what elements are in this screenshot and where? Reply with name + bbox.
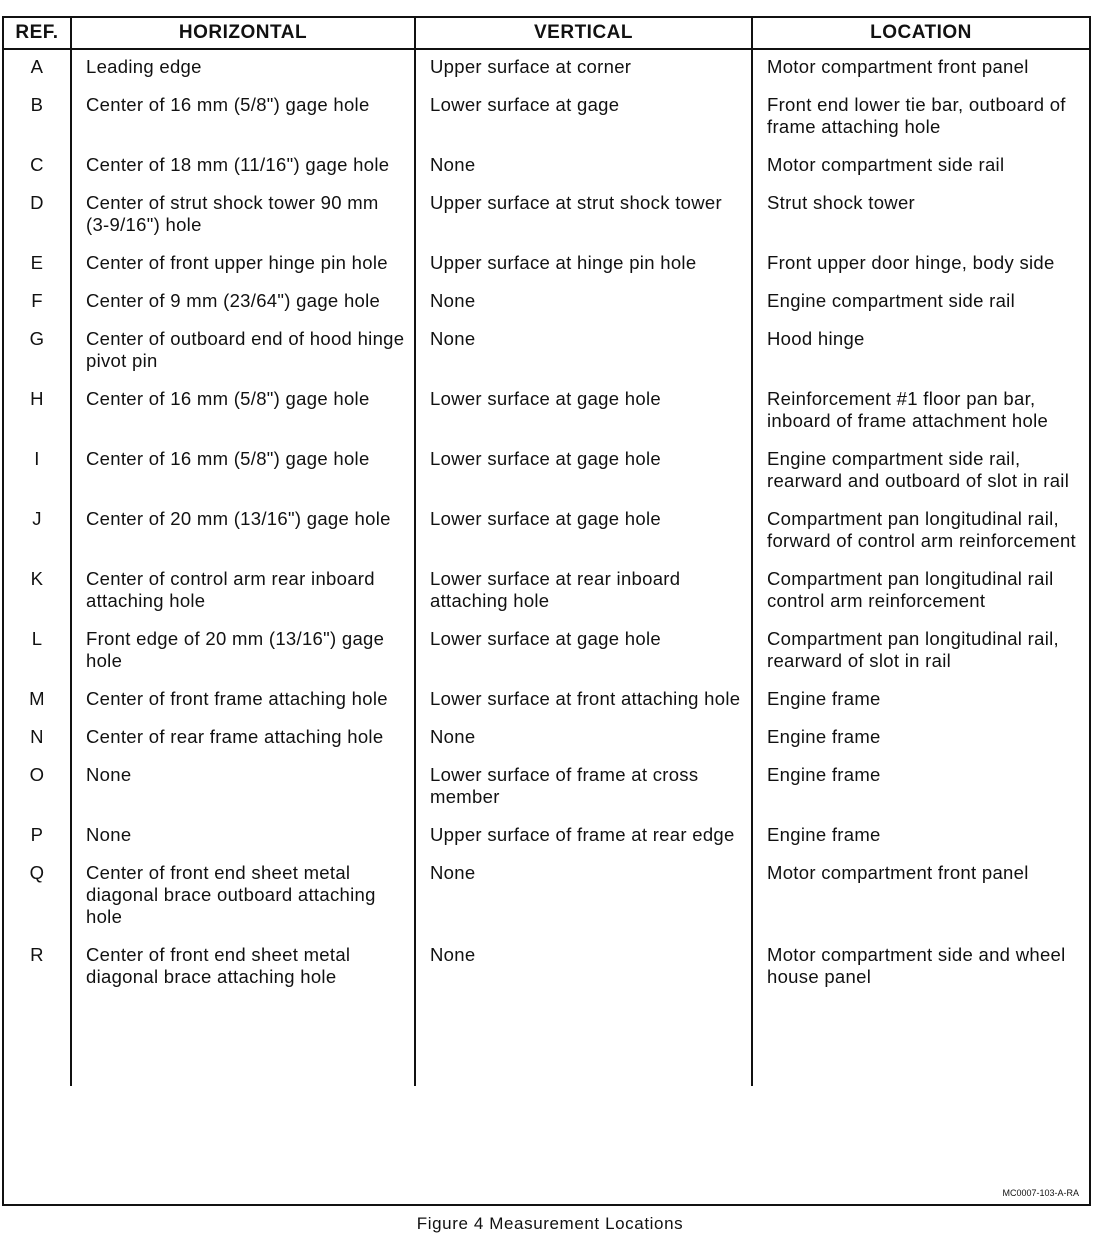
cell-location: Engine frame [767, 824, 881, 845]
cell-ref: B [4, 88, 71, 148]
cell-ref: C [4, 148, 71, 186]
cell-location: Motor compartment front panel [767, 56, 1029, 77]
table-row [4, 622, 1089, 682]
cell-ref: M [4, 682, 71, 720]
cell-vertical: Lower surface at rear inboard attaching hole [415, 562, 752, 622]
header-ref: REF. [4, 18, 71, 49]
cell-vertical: Upper surface at hinge pin hole [415, 246, 752, 284]
cell-vertical: None [415, 148, 752, 186]
cell-ref: P [4, 818, 71, 856]
table-row [4, 88, 1089, 148]
cell-horizontal: Center of 16 mm (5/8") gage hole [71, 382, 415, 442]
cell-horizontal: Center of front end sheet metal diagonal brace outboard attaching hole [71, 856, 415, 938]
table-row [4, 856, 1089, 938]
cell-location: Engine compartment side rail, rearward and outboard of slot in rail [767, 448, 1070, 491]
cell-location: Motor compartment front panel [767, 862, 1029, 883]
cell-ref: F [4, 284, 71, 322]
table-row [4, 382, 1089, 442]
cell-horizontal: Center of outboard end of hood hinge pivot pin [71, 322, 415, 382]
empty-cell [4, 998, 71, 1086]
cell-horizontal: Center of 18 mm (11/16") gage hole [71, 148, 415, 186]
figure-caption: Figure 4 Measurement Locations [416, 1214, 684, 1233]
table-header-row [4, 18, 1089, 49]
document-code: MC0007-103-A-RA [1002, 1188, 1079, 1198]
cell-vertical: Upper surface at corner [415, 49, 752, 88]
cell-vertical: Lower surface at gage hole [415, 622, 752, 682]
cell-ref: H [4, 382, 71, 442]
cell-ref: R [4, 938, 71, 998]
cell-horizontal: Center of strut shock tower 90 mm (3-9/16") hole [71, 186, 415, 246]
cell-location: Compartment pan longitudinal rail, rearward of slot in rail [767, 628, 1059, 671]
table-row [4, 186, 1089, 246]
cell-location: Compartment pan longitudinal rail, forward of control arm reinforcement [767, 508, 1076, 551]
cell-ref: O [4, 758, 71, 818]
table-row [4, 246, 1089, 284]
cell-vertical: Lower surface of frame at cross member [415, 758, 752, 818]
cell-ref: J [4, 502, 71, 562]
cell-location: Engine frame [767, 688, 881, 709]
cell-location: Front upper door hinge, body side [767, 252, 1055, 273]
table-row [4, 818, 1089, 856]
cell-location: Front end lower tie bar, outboard of frame attaching hole [767, 94, 1066, 137]
cell-ref: D [4, 186, 71, 246]
cell-horizontal: Center of front frame attaching hole [71, 682, 415, 720]
table-row [4, 758, 1089, 818]
cell-location: Reinforcement #1 floor pan bar, inboard of frame attachment hole [767, 388, 1049, 431]
cell-location: Strut shock tower [767, 192, 916, 213]
empty-cell [71, 998, 415, 1086]
cell-horizontal: Center of 16 mm (5/8") gage hole [71, 442, 415, 502]
measurement-table-frame [2, 16, 1091, 1206]
table-row [4, 322, 1089, 382]
cell-horizontal: Leading edge [71, 49, 415, 88]
cell-location: Hood hinge [767, 328, 865, 349]
table-row [4, 442, 1089, 502]
cell-ref: I [4, 442, 71, 502]
cell-vertical: Lower surface at gage hole [415, 442, 752, 502]
cell-ref: E [4, 246, 71, 284]
cell-ref: A [4, 49, 71, 88]
cell-vertical: None [415, 322, 752, 382]
cell-vertical: Lower surface at gage hole [415, 382, 752, 442]
cell-vertical: None [415, 938, 752, 998]
cell-horizontal: Center of front upper hinge pin hole [71, 246, 415, 284]
cell-horizontal: None [71, 758, 415, 818]
cell-ref: Q [4, 856, 71, 938]
table-row [4, 49, 1089, 88]
cell-horizontal: None [71, 818, 415, 856]
table-row [4, 284, 1089, 322]
table-row [4, 682, 1089, 720]
cell-horizontal: Center of front end sheet metal diagonal brace attaching hole [71, 938, 415, 998]
cell-horizontal: Center of rear frame attaching hole [71, 720, 415, 758]
cell-ref: L [4, 622, 71, 682]
table-row [4, 148, 1089, 186]
measurement-locations-table [4, 18, 1089, 1086]
cell-horizontal: Center of control arm rear inboard attaching hole [71, 562, 415, 622]
cell-location: Motor compartment side and wheel house panel [767, 944, 1066, 987]
table-row [4, 562, 1089, 622]
cell-location: Engine frame [767, 764, 881, 785]
cell-horizontal: Center of 16 mm (5/8") gage hole [71, 88, 415, 148]
header-horizontal: HORIZONTAL [71, 18, 415, 49]
cell-ref: K [4, 562, 71, 622]
table-row [4, 502, 1089, 562]
header-location: LOCATION [752, 18, 1089, 49]
empty-cell [752, 998, 1089, 1086]
cell-ref: G [4, 322, 71, 382]
cell-vertical: Upper surface at strut shock tower [415, 186, 752, 246]
cell-horizontal: Center of 20 mm (13/16") gage hole [71, 502, 415, 562]
cell-horizontal: Front edge of 20 mm (13/16") gage hole [71, 622, 415, 682]
cell-vertical: None [415, 284, 752, 322]
table-row [4, 720, 1089, 758]
empty-cell [415, 998, 752, 1086]
table-row [4, 938, 1089, 998]
cell-vertical: Lower surface at gage hole [415, 502, 752, 562]
cell-vertical: None [415, 856, 752, 938]
cell-location: Engine compartment side rail [767, 290, 1015, 311]
cell-location: Engine frame [767, 726, 881, 747]
cell-vertical: Upper surface of frame at rear edge [415, 818, 752, 856]
header-vertical: VERTICAL [415, 18, 752, 49]
empty-filler-row [4, 998, 1089, 1086]
cell-ref: N [4, 720, 71, 758]
cell-horizontal: Center of 9 mm (23/64") gage hole [71, 284, 415, 322]
cell-location: Compartment pan longitudinal rail control arm reinforcement [767, 568, 1054, 611]
cell-vertical: None [415, 720, 752, 758]
cell-vertical: Lower surface at front attaching hole [415, 682, 752, 720]
cell-vertical: Lower surface at gage [415, 88, 752, 148]
cell-location: Motor compartment side rail [767, 154, 1005, 175]
